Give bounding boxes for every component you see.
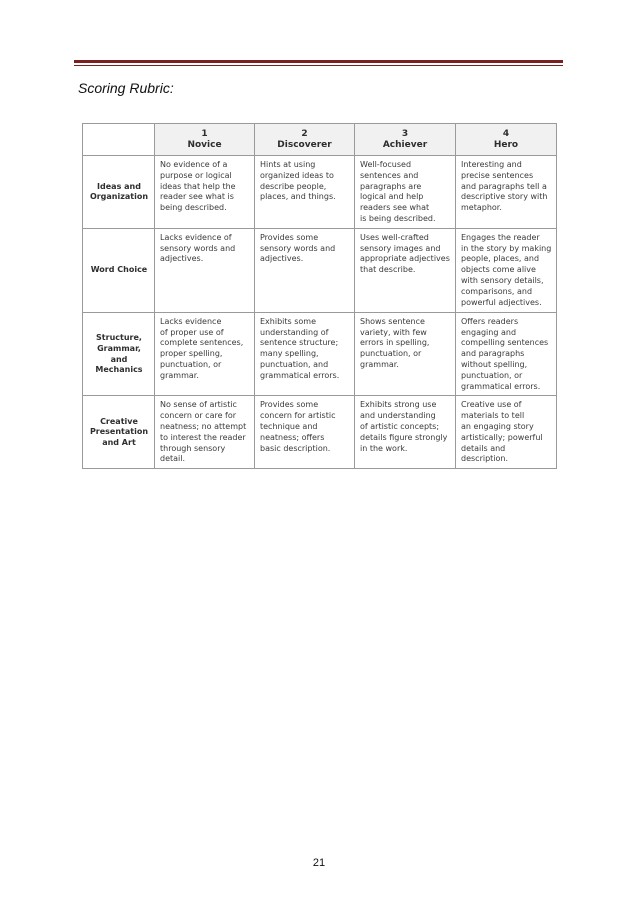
level-header-4 [456,124,557,156]
rubric-cell: Interesting and precise sentences and paragraphs tell a descriptive story with metaphor. [456,156,557,229]
level-header-2 [255,124,355,156]
rubric-cell: Lacks evidence of proper use of complete sentences, proper spelling, punctuation, or grammar. [155,312,255,396]
rubric-cell: Well-focused sentences and paragraphs are logical and help readers see what is being described. [355,156,456,229]
rubric-cell: Provides some sensory words and adjectives. [255,228,355,312]
rubric-cell: No evidence of a purpose or logical ideas that help the reader see what is being described. [155,156,255,229]
criterion-label: Structure, Grammar, and Mechanics [83,312,155,396]
level-number: 1 [201,128,208,139]
level-number: 2 [301,128,308,139]
rubric-cell: Uses well-crafted sensory images and appropriate adjectives that describe. [355,228,456,312]
rubric-header-row [83,124,557,156]
scoring-rubric-table [82,123,557,469]
rubric-heading: Scoring Rubric: [78,80,174,96]
rubric-cell: No sense of artistic concern or care for neatness; no attempt to interest the reader through sensory detail. [155,396,255,469]
level-header-3 [355,124,456,156]
level-header-1 [155,124,255,156]
rubric-row-word-choice [83,228,557,312]
rubric-cell: Offers readers engaging and compelling sentences and paragraphs without spelling, punctuation, or grammatical errors. [456,312,557,396]
level-number: 3 [401,128,409,139]
rubric-cell: Shows sentence variety, with few errors in spelling, punctuation, or grammar. [355,312,456,396]
rubric-cell: Provides some concern for artistic technique and neatness; offers basic description. [255,396,355,469]
rubric-cell: Creative use of materials to tell an engaging story artistically; powerful details and description. [456,396,557,469]
rubric-corner-cell [83,124,155,156]
page-number: 21 [312,857,326,869]
rubric-row-creative-presentation [83,396,557,469]
rubric-cell: Engages the reader in the story by making people, places, and objects come alive with sensory details, comparisons, and powerful adjectives. [456,228,557,312]
level-name: Discoverer [277,139,332,150]
rubric-cell: Hints at using organized ideas to describe people, places, and things. [255,156,355,229]
rubric-cell: Exhibits some understanding of sentence structure; many spelling, punctuation, and grammatical errors. [255,312,355,396]
rubric-row-ideas-organization [83,156,557,229]
rubric-cell: Exhibits strong use and understanding of artistic concepts; details figure strongly in the work. [355,396,456,469]
criterion-label: Word Choice [83,228,155,312]
level-number: 4 [502,128,510,139]
criterion-label: Ideas and Organization [83,156,155,229]
criterion-label: Creative Presentation and Art [83,396,155,469]
level-name: Novice [187,139,222,150]
header-rule [74,60,563,66]
rubric-cell: Lacks evidence of sensory words and adjectives. [155,228,255,312]
rubric-row-structure-grammar [83,312,557,396]
level-name: Hero [493,139,519,150]
level-name: Achiever [382,139,428,150]
